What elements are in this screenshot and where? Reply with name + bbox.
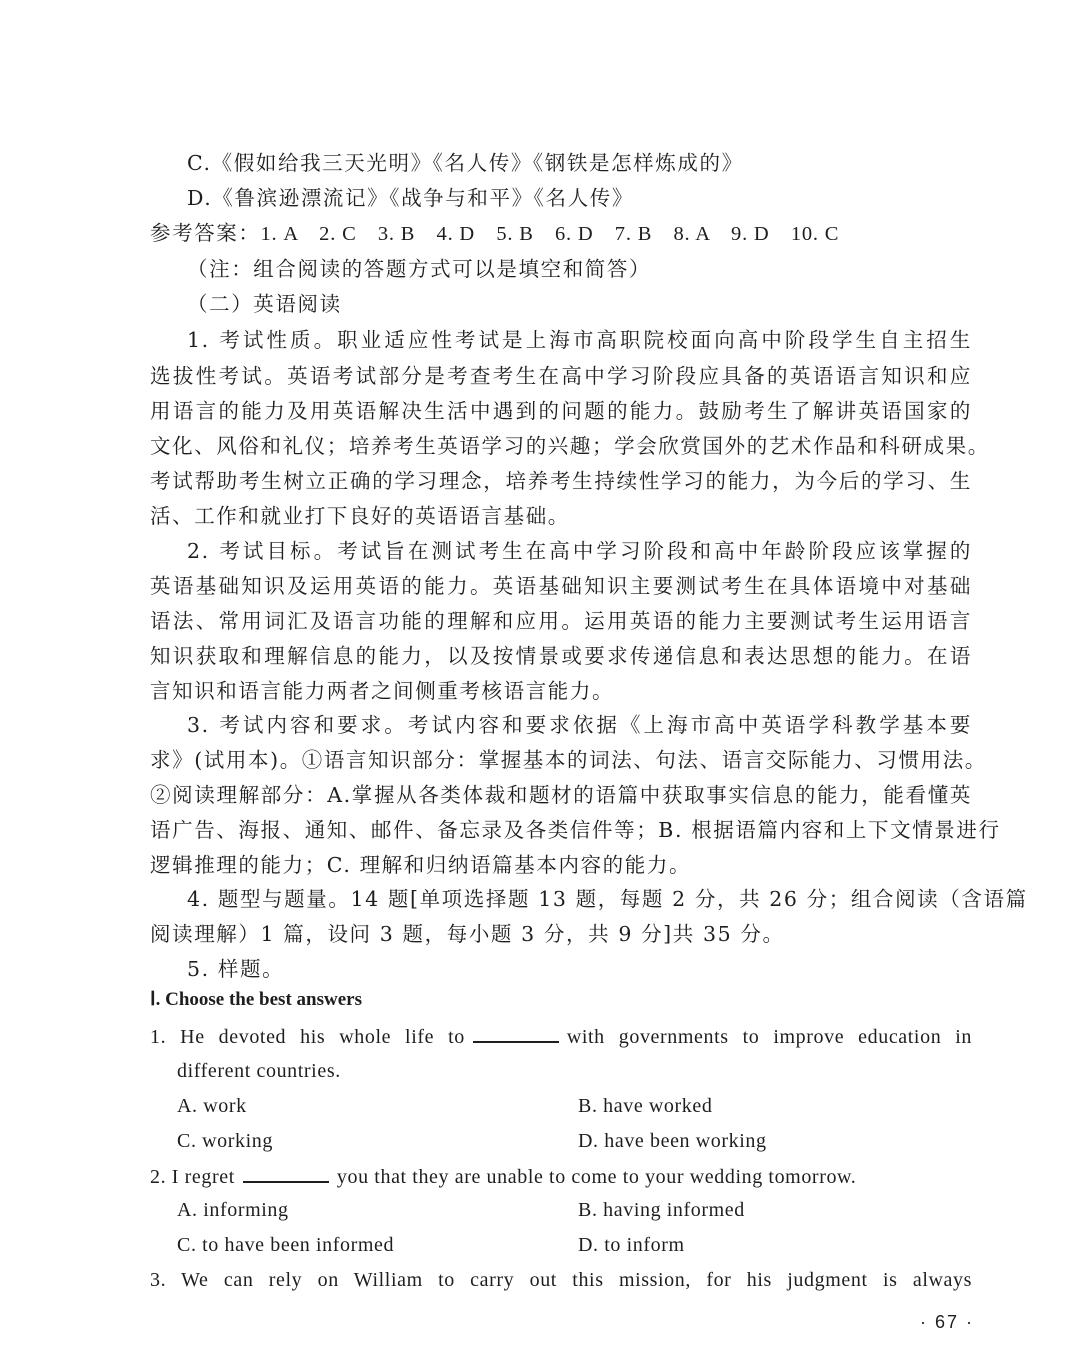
p2-line: 语法、常用词汇及语言功能的理解和应用。运用英语的能力主要测试考生运用语言: [150, 609, 972, 633]
p3-line: 逻辑推理的能力；C. 理解和归纳语篇基本内容的能力。: [150, 853, 692, 877]
question-2-option-b: B. having informed: [578, 1199, 745, 1221]
question-1-option-c: C. working: [177, 1130, 273, 1152]
p1-line: 考试帮助考生树立正确的学习理念，培养考生持续性学习的能力，为今后的学习、生: [150, 469, 972, 493]
p1-line: 1. 考试性质。职业适应性考试是上海市高职院校面向高中阶段学生自主招生: [187, 328, 972, 352]
p3-line: 3. 考试内容和要求。考试内容和要求依据《上海市高中英语学科教学基本要: [187, 713, 972, 737]
exercise-heading: Ⅰ. Choose the best answers: [150, 989, 362, 1010]
p2-line: 言知识和语言能力两者之间侧重考核语言能力。: [150, 679, 615, 703]
answer-key: [150, 218, 972, 249]
question-1-stem-after: with governments to improve education in: [566, 1026, 973, 1048]
option-d: D.《鲁滨逊漂流记》《战争与和平》《名人传》: [187, 186, 634, 210]
p3-line: 语广告、海报、通知、邮件、备忘录及各类信件等；B. 根据语篇内容和上下文情景进行: [150, 818, 1001, 842]
note: （注：组合阅读的答题方式可以是填空和简答）: [187, 257, 652, 281]
question-3-stem: 3. We can rely on William to carry out this mission, for his judgment is always: [150, 1269, 972, 1291]
question-1-stem-cont: different countries.: [177, 1060, 341, 1082]
question-1-option-d: D. have been working: [578, 1130, 767, 1152]
question-2-option-c: C. to have been informed: [177, 1234, 395, 1256]
answer-blank: [473, 1021, 559, 1043]
p2-line: 英语基础知识及运用英语的能力。英语基础知识主要测试考生在具体语境中对基础: [150, 574, 972, 598]
p3-line: 求》(试用本)。①语言知识部分：掌握基本的词法、句法、语言交际能力、习惯用法。: [150, 748, 987, 772]
question-2-stem: [150, 1161, 972, 1192]
p5-line: 5. 样题。: [187, 957, 285, 981]
p1-line: 选拔性考试。英语考试部分是考查考生在高中学习阶段应具备的英语语言知识和应: [150, 364, 972, 388]
question-1-stem: [150, 1021, 972, 1052]
answer-key-values: 1. A 2. C 3. B 4. D 5. B 6. D 7. B 8. A 9. D 10. C: [260, 223, 840, 245]
question-2-stem-before: 2. I regret: [150, 1166, 235, 1188]
p4-line: 4. 题型与题量。14 题[单项选择题 13 题，每题 2 分，共 26 分；组合阅读（含语篇: [187, 887, 1028, 911]
p1-line: 用语言的能力及用英语解决生活中遇到的问题的能力。鼓励考生了解讲英语国家的: [150, 399, 972, 423]
p2-line: 知识获取和理解信息的能力，以及按情景或要求传递信息和表达思想的能力。在语: [150, 644, 972, 668]
p3-line: ②阅读理解部分：A.掌握从各类体裁和题材的语篇中获取事实信息的能力，能看懂英: [150, 783, 972, 807]
option-c: C.《假如给我三天光明》《名人传》《钢铁是怎样炼成的》: [187, 151, 744, 175]
p4-line: 阅读理解）1 篇，设问 3 题，每小题 3 分，共 9 分]共 35 分。: [150, 922, 785, 946]
question-1-option-b: B. have worked: [578, 1095, 713, 1117]
question-2-stem-after: you that they are unable to come to your wedding tomorrow.: [336, 1166, 857, 1188]
section-title: （二）英语阅读: [187, 292, 342, 316]
answer-key-label: 参考答案：: [150, 221, 261, 245]
p2-line: 2. 考试目标。考试旨在测试考生在高中学习阶段和高中年龄阶段应该掌握的: [187, 539, 972, 563]
p1-line: 活、工作和就业打下良好的英语语言基础。: [150, 504, 570, 528]
question-1-stem-before: 1. He devoted his whole life to: [150, 1026, 465, 1048]
question-2-option-d: D. to inform: [578, 1234, 685, 1256]
question-2-option-a: A. informing: [177, 1199, 289, 1221]
p1-line: 文化、风俗和礼仪；培养考生英语学习的兴趣；学会欣赏国外的艺术作品和科研成果。: [150, 434, 990, 458]
answer-blank: [243, 1161, 329, 1183]
page-number: · 67 ·: [920, 1312, 975, 1332]
question-1-option-a: A. work: [177, 1095, 247, 1117]
